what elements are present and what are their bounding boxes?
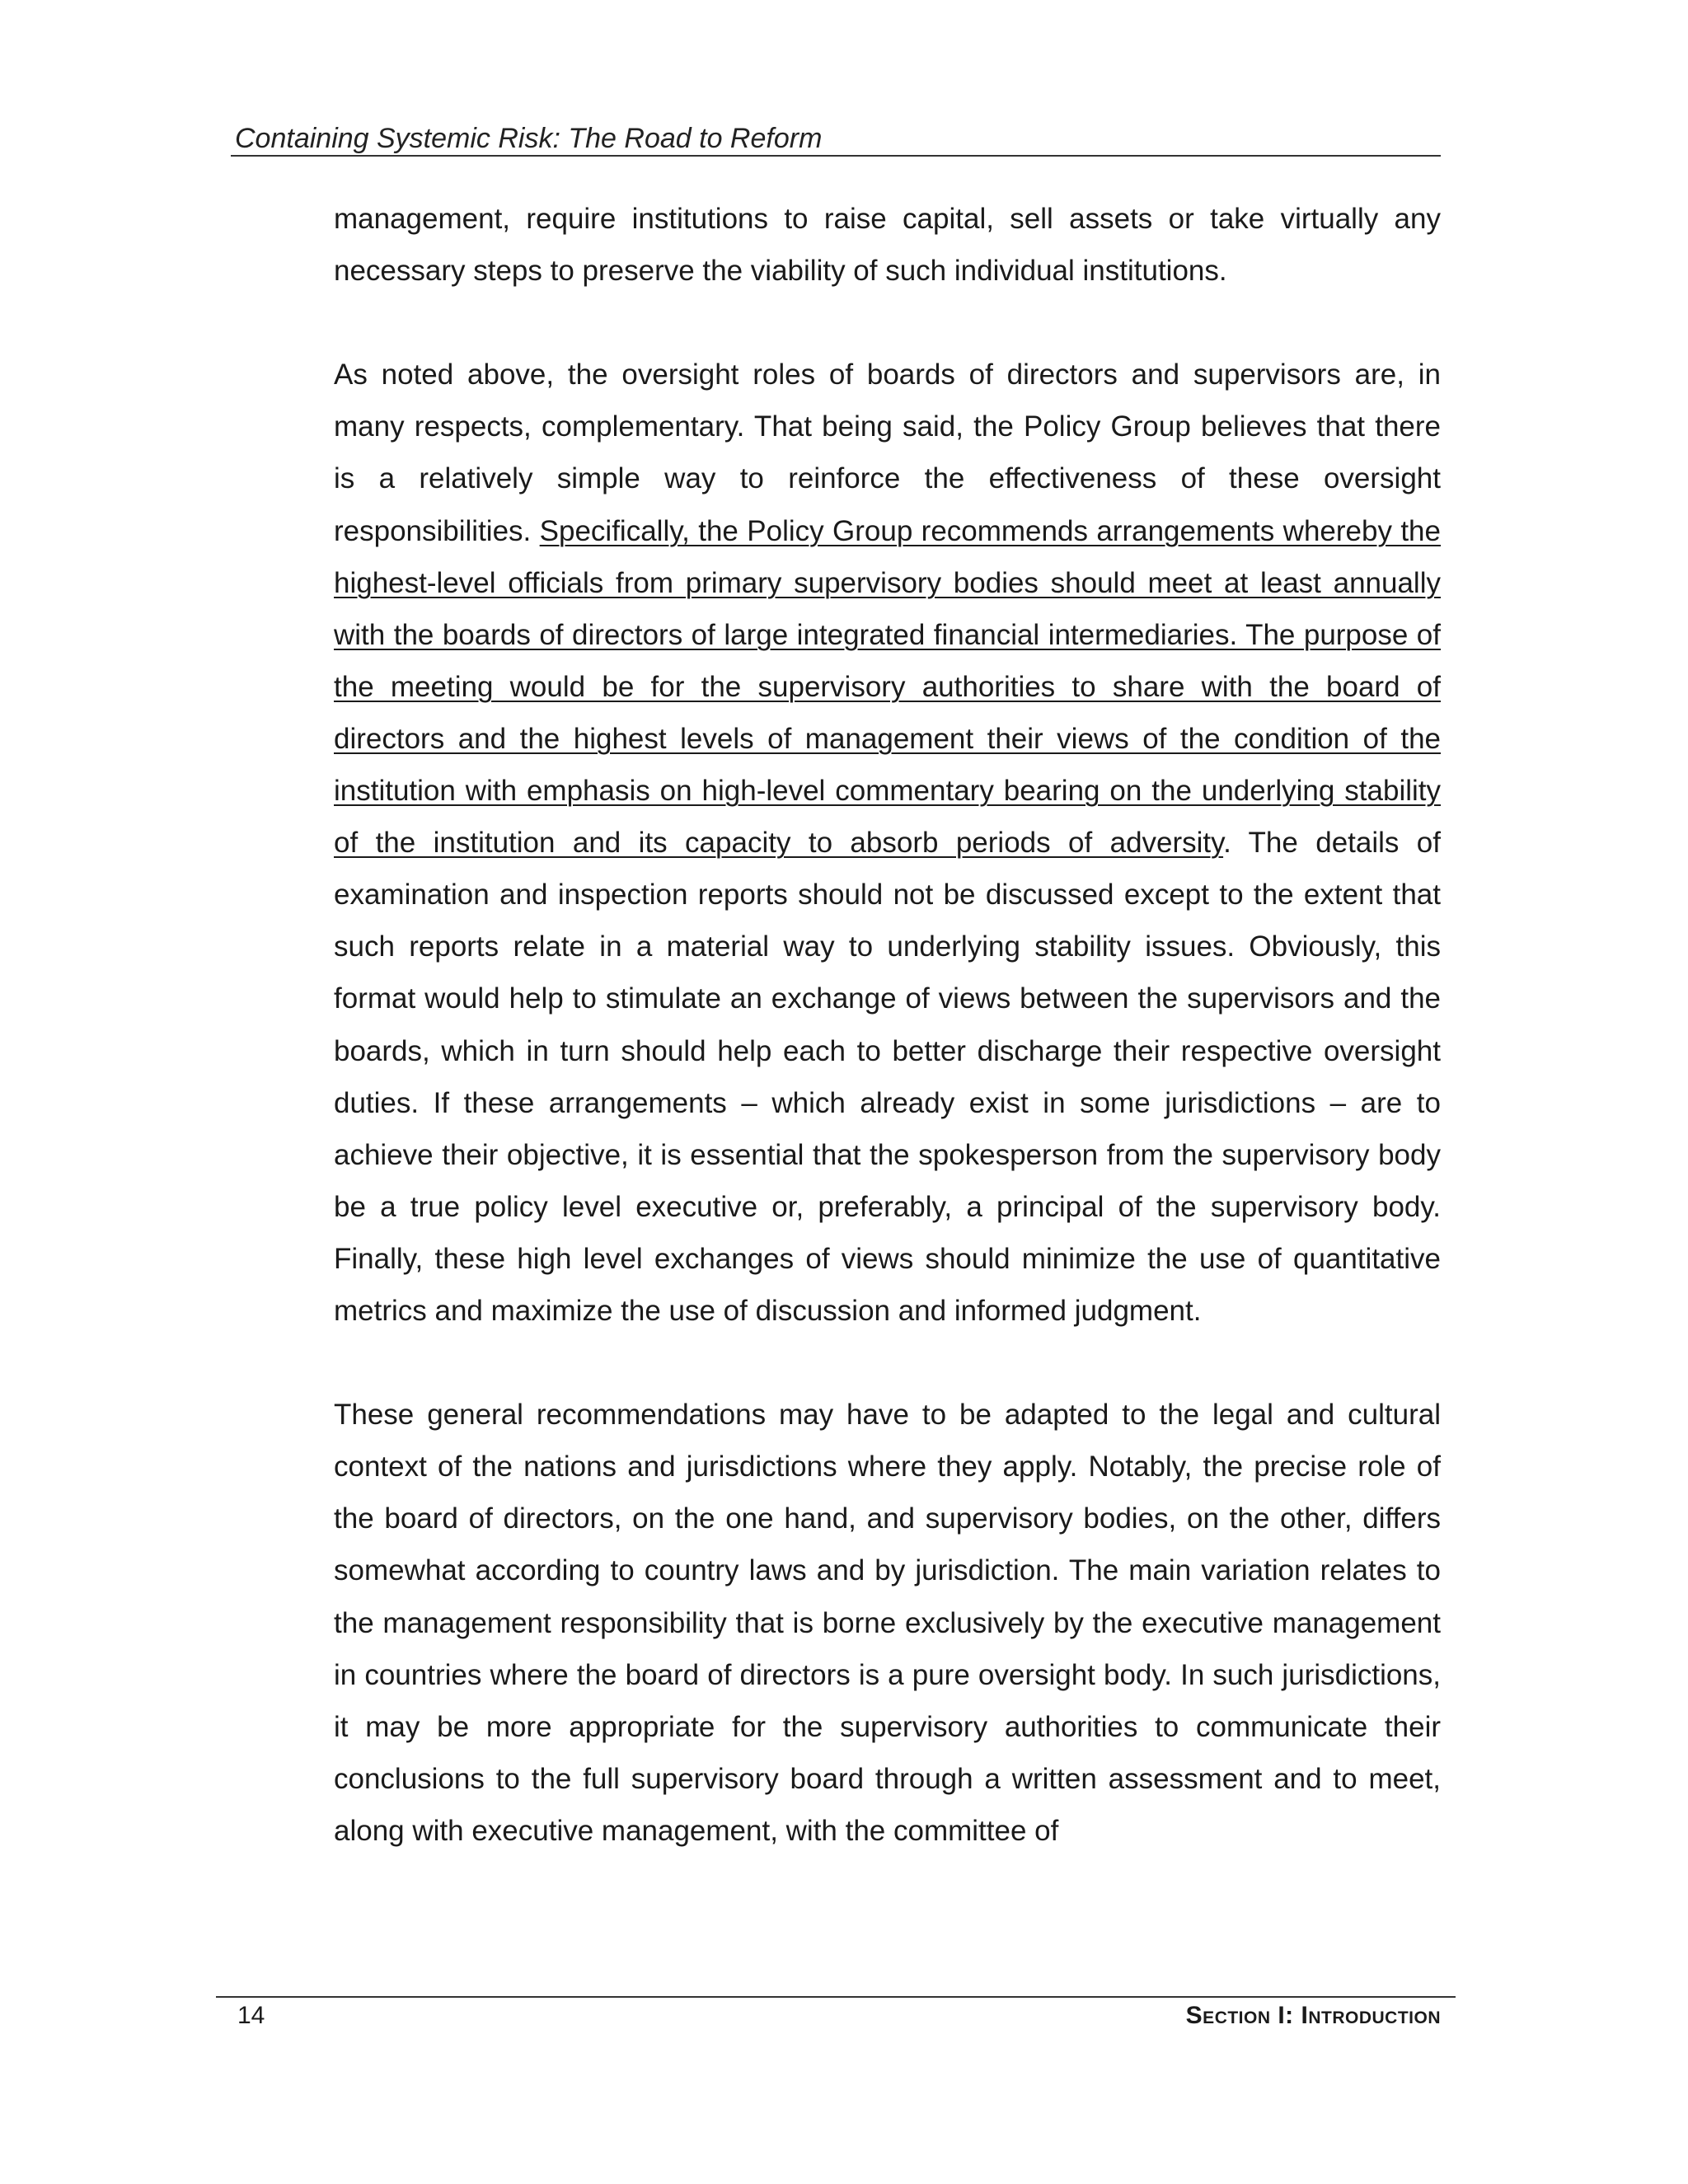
section-label: Section I: Introduction (1185, 2002, 1441, 2029)
page-number: 14 (237, 2002, 265, 2029)
header-rule (231, 155, 1441, 157)
paragraph-2 (334, 349, 1441, 1337)
paragraph-3: These general recommendations may have to be adapted to the legal and cultural context of the nations and jurisdictions where they apply. Notably, the precise role of the board of directors, on the one hand, and supervisory bodies, on the other, differs somewhat according to country laws and by jurisdiction. The main variation relates to the management responsibility that is borne exclusively by the executive management in countries where the board of directors is a pure oversight body. In such jurisdictions, it may be more appropriate for the supervisory authorities to communicate their conclusions to the full supervisory board through a written assessment and to meet, along with executive management, with the committee of (334, 1399, 1441, 1847)
paragraph-1: management, require institutions to raise capital, sell assets or take virtually any necessary steps to preserve the viability of such individual institutions. (334, 203, 1441, 288)
paragraph-2-rest: . The details of examination and inspection reports should not be discussed except to the extent that such reports relate in a material way to underlying stability issues. Obviously, this format would help to stimulate an exchange of views between the supervisors and the boards, which in turn should help each to better discharge their respective oversight duties. If these arrangements – which already exist in some jurisdictions – are to achieve their objective, it is essential that the spokesperson from the supervisory body be a true policy level executive or, preferably, a principal of the supervisory body. Finally, these high level exchanges of views should minimize the use of quantitative metrics and maximize the use of discussion and informed judgment. (334, 827, 1441, 1327)
document-body (334, 193, 1441, 1909)
running-header: Containing Systemic Risk: The Road to Reform (235, 123, 823, 154)
paragraph-2-lead: As noted above, the oversight roles of boards of directors and supervisors are, in many respects, complementary. That being said, the Policy Group believes that there is a relatively simple way to reinforce the effectiveness of these oversight responsibilities. (334, 359, 1441, 547)
footer-rule (216, 1996, 1456, 1998)
paragraph-2-recommendation: Specifically, the Policy Group recommends arrangements whereby the highest-level officials from primary supervisory bodies should meet at least annually with the boards of directors of large integrated financial intermediaries. The purpose of the meeting would be for the supervisory authorities to share with the board of directors and the highest levels of management their views of the condition of the institution with emphasis on high-level commentary bearing on the underlying stability of the institution and its capacity to absorb periods of adversity (334, 514, 1441, 860)
